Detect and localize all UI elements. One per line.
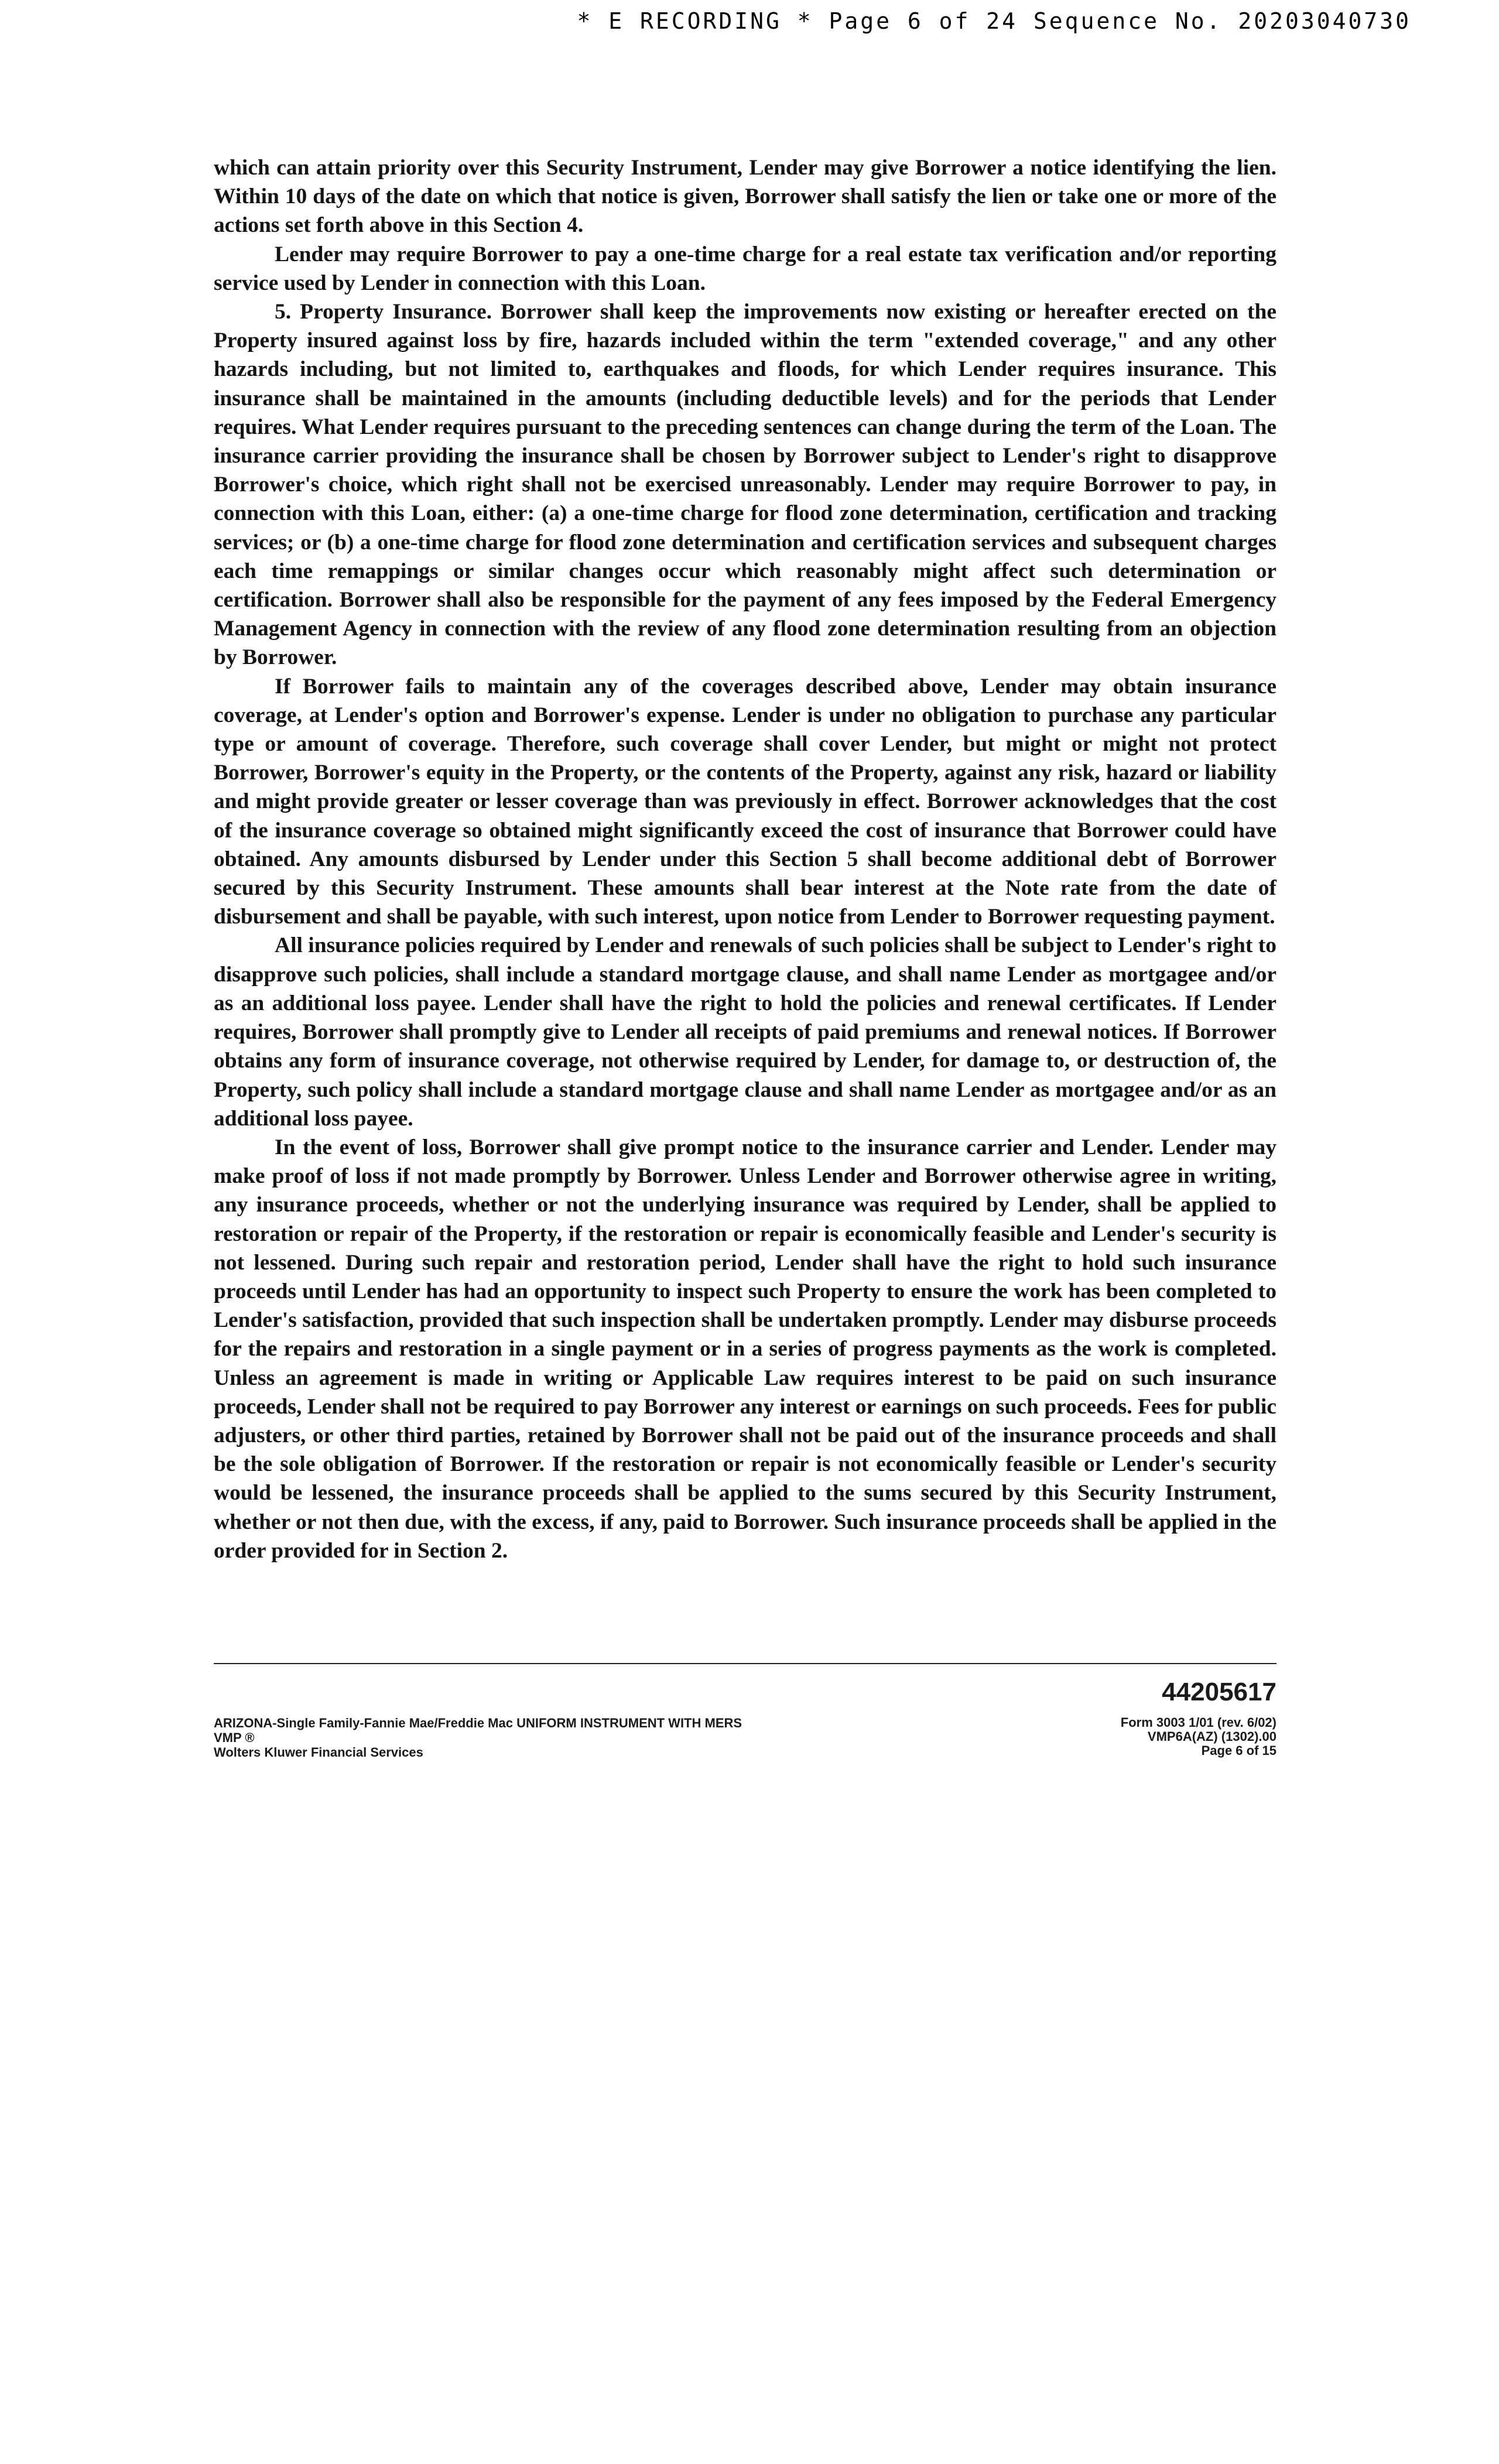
footer-form-numbers (1121, 1676, 1276, 1758)
paragraph-lender-coverage: If Borrower fails to maintain any of the coverages described above, Lender may obtain insurance coverage, at Lender's option and Borrower's expense. Lender is under no obligation to purchase any particular type or amount of coverage. Therefore, such coverage shall cover Lender, but might or might not protect Borrower, Borrower's equity in the Property, or the contents of the Property, against any risk, hazard or liability and might provide greater or lesser coverage than was previously in effect. Borrower acknowledges that the cost of the insurance coverage so obtained might significantly exceed the cost of insurance that Borrower could have obtained. Any amounts disbursed by Lender under this Section 5 shall become additional debt of Borrower secured by this Security Instrument. These amounts shall bear interest at the Note rate from the date of disbursement and shall be payable, with such interest, upon notice from Lender to Borrower requesting payment. (214, 674, 1276, 929)
page-label: Page 6 of 15 (1201, 1743, 1276, 1758)
section-5-heading: 5. Property Insurance. (275, 300, 492, 324)
paragraph-insurance-policies: All insurance policies required by Lender and renewals of such policies shall be subject to Lender's right to disapprove such policies, shall include a standard mortgage clause, and shall name Lender as mortgagee and/or as an additional loss payee. Lender shall have the right to hold the policies and renewal certificates. If Lender requires, Borrower shall promptly give to Lender all receipts of paid premiums and renewal notices. If Borrower obtains any form of insurance coverage, not otherwise required by Lender, for damage to, or destruction of, the Property, such policy shall include a standard mortgage clause and shall name Lender as mortgagee and/or as an additional loss payee. (214, 933, 1276, 1131)
paragraph-tax-verification: Lender may require Borrower to pay a one-time charge for a real estate tax verification and/or reporting service used by Lender in connection with this Loan. (214, 242, 1276, 295)
footer-form-info (214, 1716, 742, 1760)
publisher: Wolters Kluwer Financial Services (214, 1745, 423, 1760)
document-body (214, 153, 1276, 1565)
form-number: Form 3003 1/01 (rev. 6/02) (1120, 1715, 1276, 1730)
form-code: VMP6A(AZ) (1302).00 (1147, 1729, 1276, 1744)
section-5-text: Borrower shall keep the improvements now existing or hereafter erected on the Property insured against loss by fire, hazards included within the term "extended coverage," and any other hazards including, but not limited to, earthquakes and floods, for which Lender requires insurance. This insurance shall be maintained in the amounts (including deductible levels) and for the periods that Lender requires. What Lender requires pursuant to the preceding sentences can change during the term of the Loan. The insurance carrier providing the insurance shall be chosen by Borrower subject to Lender's right to disapprove Borrower's choice, which right shall not be exercised unreasonably. Lender may require Borrower to pay, in connection with this Loan, either: (a) a one-time charge for flood zone determination, certification and tracking services; or (b) a one-time charge for flood zone determination and certification services and subsequent charges each time remappings or similar changes occur which reasonably might affect such determination or certification. Borrower shall also be responsible for the payment of any fees imposed by the Federal Emergency Management Agency in connection with the review of any flood zone determination resulting from an objection by Borrower. (214, 300, 1276, 670)
recording-header: * E RECORDING * Page 6 of 24 Sequence No. 20203040730 (577, 8, 1411, 34)
footer-divider (214, 1663, 1276, 1664)
paragraph-property-insurance (214, 297, 1276, 672)
paragraph-event-of-loss: In the event of loss, Borrower shall give prompt notice to the insurance carrier and Lender. Lender may make proof of loss if not made promptly by Borrower. Unless Lender and Borrower otherwise agree in writing, any insurance proceeds, whether or not the underlying insurance was required by Lender, shall be applied to restoration or repair of the Property, if the restoration or repair is economically feasible and Lender's security is not lessened. During such repair and restoration period, Lender shall have the right to hold such insurance proceeds until Lender has had an opportunity to inspect such Property to ensure the work has been completed to Lender's satisfaction, provided that such inspection shall be undertaken promptly. Lender may disburse proceeds for the repairs and restoration in a single payment or in a series of progress payments as the work is completed. Unless an agreement is made in writing or Applicable Law requires interest to be paid on such insurance proceeds, Lender shall not be required to pay Borrower any interest or earnings on such proceeds. Fees for public adjusters, or other third parties, retained by Borrower shall not be paid out of the insurance proceeds and shall be the sole obligation of Borrower. If the restoration or repair is not economically feasible or Lender's security would be lessened, the insurance proceeds shall be applied to the sums secured by this Security Instrument, whether or not then due, with the excess, if any, paid to Borrower. Such insurance proceeds shall be applied in the order provided for in Section 2. (214, 1135, 1276, 1563)
form-title: ARIZONA-Single Family-Fannie Mae/Freddie Mac UNIFORM INSTRUMENT WITH MERS (214, 1716, 742, 1730)
vmp-mark: VMP ® (214, 1730, 255, 1745)
loan-number: 44205617 (1162, 1678, 1276, 1706)
paragraph-lien-notice: which can attain priority over this Security Instrument, Lender may give Borrower a notice identifying the lien. Within 10 days of the date on which that notice is given, Borrower shall satisfy the lien or take one or more of the actions set forth above in this Section 4. (214, 156, 1276, 238)
